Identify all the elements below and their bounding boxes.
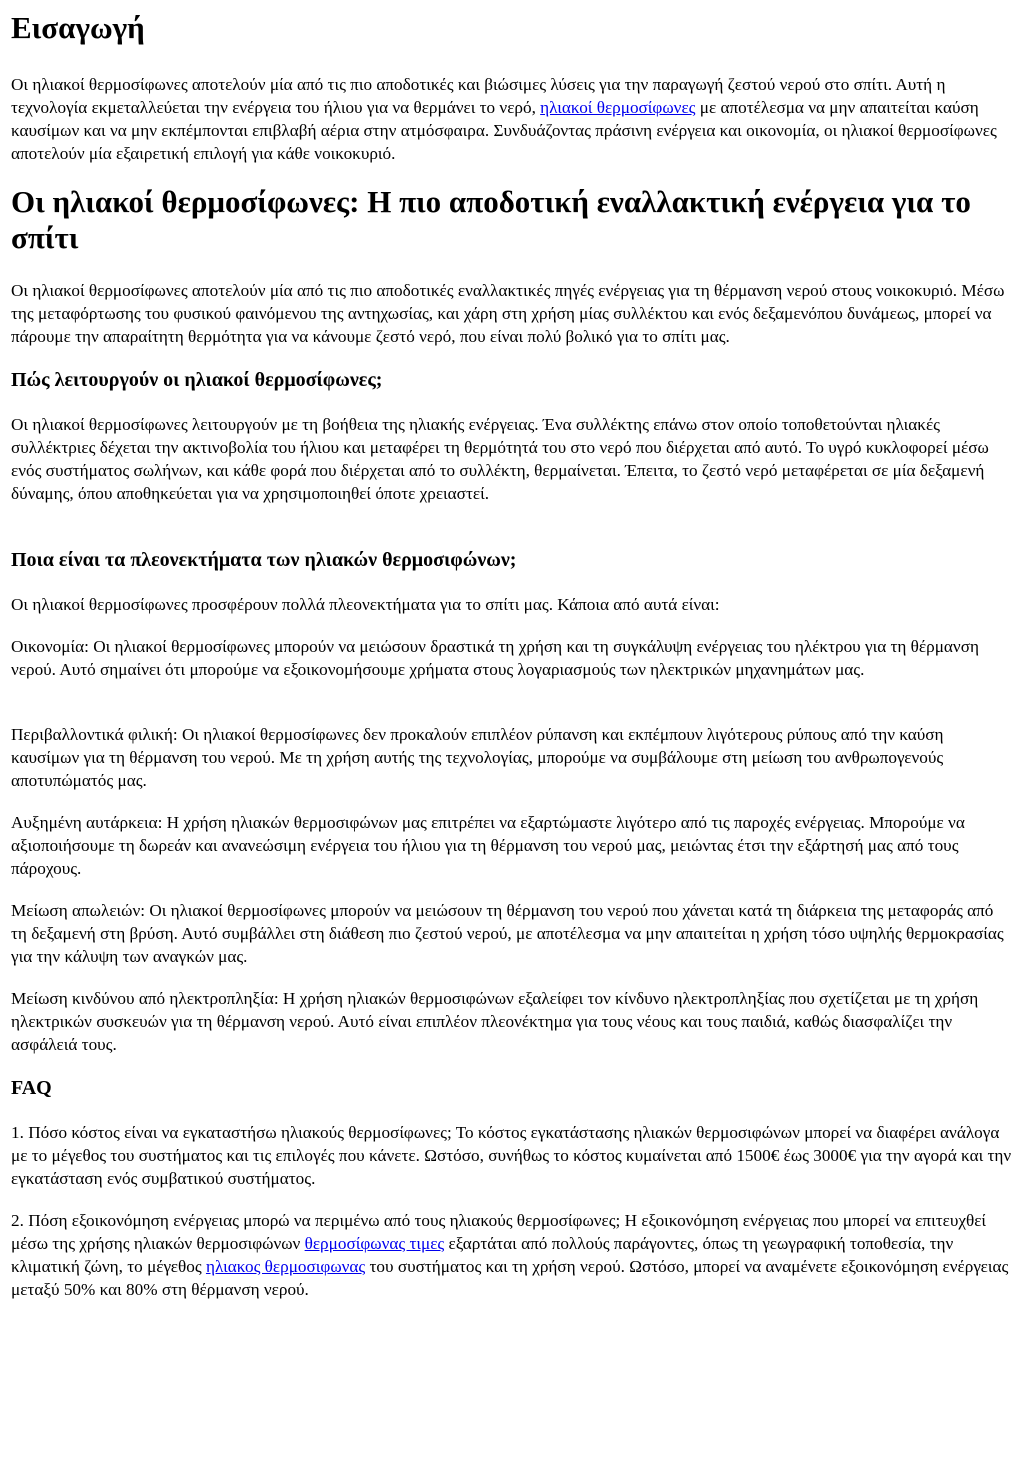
section2-heading: Πώς λειτουργούν οι ηλιακοί θερμοσίφωνες; — [11, 369, 383, 391]
section1-heading: Οι ηλιακοί θερμοσίφωνες: Η πιο αποδοτική εναλλακτική ενέργεια για το σπίτι — [11, 184, 971, 255]
advantage-environment-paragraph: Περιβαλλοντικά φιλική: Οι ηλιακοί θερμοσίφωνες δεν προκαλούν επιπλέον ρύπανση και εκπέμπουν λιγότερους ρύπους από την καύση καυσίμων για τη θέρμανση του νερού. Με τη χρήση αυτής της τεχνολογίας, μπορούμε να συμβάλουμε στη μείωση του ανθρωπογενούς αποτυπώματός μας. — [11, 725, 944, 790]
intro-paragraph — [11, 73, 1012, 165]
advantage-economy-paragraph: Οικονομία: Οι ηλιακοί θερμοσίφωνες μπορούν να μειώσουν δραστικά τη χρήση και τη συγκάλυψη ενέργειας του ηλέκτρου για τη θέρμανση νερού. Αυτό σημαίνει ότι μπορούμε να εξοικονομήσουμε χρήματα στους λογαριασμούς των ηλεκτρικών μηχανημάτων μας. — [11, 637, 979, 679]
section2-paragraph: Οι ηλιακοί θερμοσίφωνες λειτουργούν με τη βοήθεια της ηλιακής ενέργειας. Ένα συλλέκτης επάνω στον οποίο τοποθετούνται ηλιακές συλλέκτριες δέχεται την ακτινοβολία του ήλιου και μεταφέρει τη θερμότητά του στο νερό που διέρχεται από αυτό. Το υγρό κυκλοφορεί μέσω ενός συστήματος σωλήνων, και κάθε φορά που διέρχεται από το συλλέκτη, θερμαίνεται. Έπειτα, το ζεστό νερό μεταφέρεται σε μία δεξαμενή δύναμης, όπου αποθηκεύεται για να χρησιμοποιηθεί όποτε χρειαστεί. — [11, 415, 989, 503]
faq-q2-text-3: του συστήματος και τη χρήση νερού. Ωστόσο, μπορεί να αναμένετε εξοικονόμηση ενέργειας μεταξύ 50% και 80% στη θέρμανση νερού. — [11, 1257, 1009, 1299]
solar-heaters-link[interactable]: ηλιακοί θερμοσίφωνες — [540, 98, 696, 117]
faq-question-1: 1. Πόσο κόστος είναι να εγκαταστήσω ηλιακούς θερμοσίφωνες; Το κόστος εγκατάστασης ηλιακών θερμοσιφώνων μπορεί να διαφέρει ανάλογα με το μέγεθος του συστήματος και τις επιλογές που κάνετε. Ωστόσο, συνήθως το κόστος κυμαίνεται από 1500€ έως 3000€ για την αγορά και την εγκατάσταση ενός συμβατικού συστήματος. — [11, 1123, 1012, 1188]
faq-question-2 — [11, 1209, 1012, 1301]
section1-paragraph: Οι ηλιακοί θερμοσίφωνες αποτελούν μία από τις πιο αποδοτικές εναλλακτικές πηγές ενέργειας για τη θέρμανση νερού στους νοικοκυριό. Μέσω της μεταφόρτωσης του φυσικού φαινόμενου της αντηχωσίας, και χάρη στη χρήση μίας συλλέκτου και ενός δεξαμενόπου δυνάμεως, μπορεί να πάρουμε την απαραίτητη θερμότητα για να κάνουμε ζεστό νερό, που είναι πολύ βολικό για το σπίτι μας. — [11, 281, 1005, 346]
article — [0, 9, 1024, 1301]
spacer — [11, 524, 1012, 547]
solar-heater-link[interactable]: ηλιακος θερμοσιφωνας — [205, 1257, 366, 1276]
faq-heading: FAQ — [11, 1077, 52, 1099]
advantage-autonomy-paragraph: Αυξημένη αυτάρκεια: Η χρήση ηλιακών θερμοσιφώνων μας επιτρέπει να εξαρτώμαστε λιγότερο από τις παροχές ενέργειας. Μπορούμε να αξιοποιήσουμε τη δωρεάν και ανανεώσιμη ενέργεια του ήλιου για τη θέρμανση του νερού μας, μειώντας έτσι την εξάρτησή μας από τους πάροχους. — [11, 813, 965, 878]
intro-text-before: Οι ηλιακοί θερμοσίφωνες αποτελούν μία από τις πιο αποδοτικές και βιώσιμες λύσεις για την παραγωγή ζεστού νερού στο σπίτι. Αυτή η τεχνολογία εκμεταλλεύεται την ενέργεια του ήλιου για να θερμάνει το νερό, — [11, 75, 946, 117]
advantages-intro-paragraph: Οι ηλιακοί θερμοσίφωνες προσφέρουν πολλά πλεονεκτήματα για το σπίτι μας. Κάποια από αυτά είναι: — [11, 595, 720, 614]
intro-text-after: με αποτέλεσμα να μην απαιτείται καύση καυσίμων και να μην εκπέμπονται επιβλαβή αέρια στην ατμόσφαιρα. Συνδυάζοντας πράσινη ενέργεια και οικονομία, οι ηλιακοί θερμοσίφωνες αποτελούν μία εξαιρετική επιλογή για κάθε νοικοκυριό. — [11, 98, 997, 163]
faq-q2-text-1: 2. Πόση εξοικονόμηση ενέργειας μπορώ να περιμένω από τους ηλιακούς θερμοσίφωνες; Η εξοικονόμηση ενέργειας που μπορεί να επιτευχθεί μέσω της χρήσης ηλιακών θερμοσιφώνων — [11, 1211, 987, 1253]
spacer — [11, 700, 1012, 723]
section3-heading: Ποια είναι τα πλεονεκτήματα των ηλιακών θερμοσιφώνων; — [11, 549, 517, 571]
advantage-losses-paragraph: Μείωση απωλειών: Οι ηλιακοί θερμοσίφωνες μπορούν να μειώσουν τη θέρμανση του νερού που χάνεται κατά τη διάρκεια της μεταφοράς από τη δεξαμενή στη βρύση. Αυτό συμβάλλει στη διάθεση πιο ζεστού νερού, με αποτέλεσμα να μην απαιτείται η χρήση τόσο υψηλής θερμοκρασίας για την κάλυψη των αναγκών μας. — [11, 901, 1004, 966]
intro-heading: Εισαγωγή — [11, 10, 145, 45]
advantage-safety-paragraph: Μείωση κινδύνου από ηλεκτροπληξία: Η χρήση ηλιακών θερμοσιφώνων εξαλείφει τον κίνδυνο ηλεκτροπληξίας που σχετίζεται με τη χρήση ηλεκτρικών συσκευών για τη θέρμανση νερού. Αυτό είναι επιπλέον πλεονέκτημα για τους νέους και τους παιδιά, καθώς διασφαλίζει την ασφάλειά τους. — [11, 989, 979, 1054]
heater-prices-link[interactable]: θερμοσίφωνας τιμες — [304, 1234, 445, 1253]
faq-q2-text-2: εξαρτάται από πολλούς παράγοντες, όπως τη γεωγραφική τοποθεσία, την κλιματική ζώνη, το μέγεθος — [11, 1234, 954, 1276]
